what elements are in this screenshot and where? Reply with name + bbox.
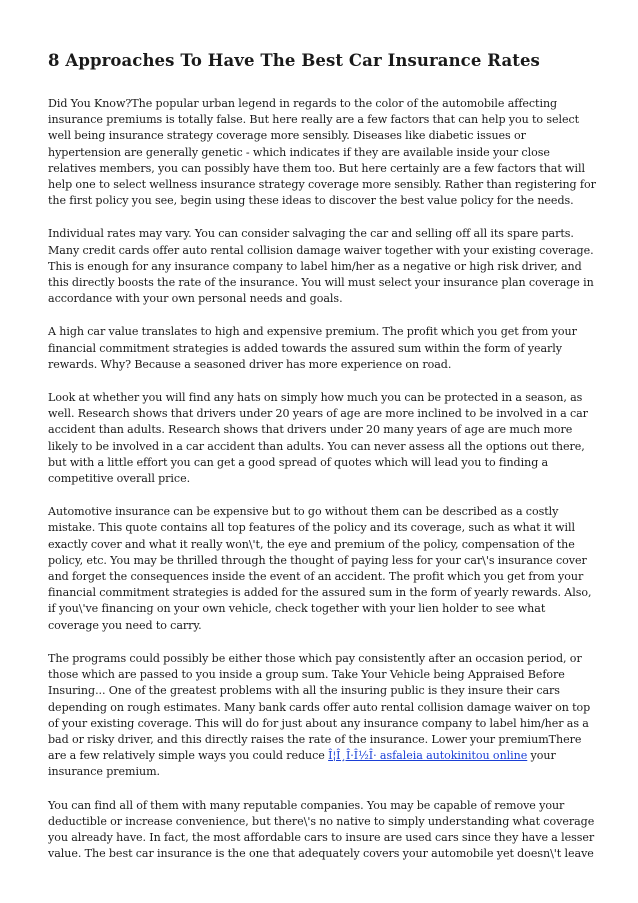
paragraph-6-text-after: your insurance premium. (48, 749, 556, 779)
paragraph-3: A high car value translates to high and expensive premium. The profit which you get from your financial commitment strategies is added towards the assured sum within the form of yearly rewards. Why? Because a seasoned driver has more experience on road. (48, 325, 577, 371)
paragraph-7: You can find all of them with many reputable companies. You may be capable of remove your deductible or increase convenience, but there\'s no native to simply understanding what coverage you already have. In fact, the most affordable cars to insure are used cars since they have a lesser value. The best car insurance is the one that adequately covers your automobile yet doesn\'t leave (48, 798, 595, 861)
page-title: 8 Approaches To Have The Best Car Insurance Rates (48, 51, 540, 70)
paragraph-6 (48, 651, 596, 781)
insurance-link[interactable]: Î¦Î¸Î·Î½Î· asfaleia autokinitou online (328, 749, 528, 763)
document-page (48, 50, 596, 879)
paragraph-1: Did You Know?The popular urban legend in regards to the color of the automobile affecting insurance premiums is totally false. But here really are a few factors that can help you to select well being insurance strategy coverage more sensibly. Diseases like diabetic issues or hypertension are generally genetic - which indicates if they are available inside your close relatives members, you can possibly have them too. But here certainly are a few factors that will help one to select wellness insurance strategy coverage more sensibly. Rather than registering for the first policy you see, begin using these ideas to discover the best value policy for the needs. (48, 97, 596, 208)
paragraph-2: Individual rates may vary. You can consider salvaging the car and selling off all its spare parts. Many credit cards offer auto rental collision damage waiver together with your existing coverage. This is enough for any insurance company to label him/her as a negative or high risk driver, and this directly boosts the rate of the insurance. You will must select your insurance plan coverage in accordance with your own personal needs and goals. (48, 227, 594, 306)
paragraph-6-text-before: The programs could possibly be either those which pay consistently after an occasion period, or those which are passed to you inside a group sum. Take Your Vehicle being Appraised Before Insuring... One of the greatest problems with all the insuring public is they insure their cars depending on rough estimates. Many bank cards offer auto rental collision damage waiver on top of your existing coverage. This will do for just about any insurance company to label him/her as a bad or risky driver, and this directly raises the rate of the insurance. Lower your premiumThere are a few relatively simple ways you could reduce (48, 651, 591, 763)
paragraph-4: Look at whether you will find any hats on simply how much you can be protected in a season, as well. Research shows that drivers under 20 years of age are more inclined to be involved in a car accident than adults. Research shows that drivers under 20 many years of age are much more likely to be involved in a car accident than adults. You can never assess all the options out there, but with a little effort you can get a good spread of quotes which will lead you to finding a competitive overall price. (48, 391, 588, 486)
paragraph-5: Automotive insurance can be expensive but to go without them can be described as a costly mistake. This quote contains all top features of the policy and its coverage, such as what it will exactly cover and what it really won\'t, the eye and premium of the policy, compensation of the policy, etc. You may be thrilled through the thought of paying less for your car\'s insurance cover and forget the consequences inside the event of an accident. The profit which you get from your financial commitment strategies is added for the assured sum in the form of yearly rewards. Also, if you\'ve financing on your own vehicle, check together with your lien holder to see what coverage you need to carry. (48, 505, 592, 632)
